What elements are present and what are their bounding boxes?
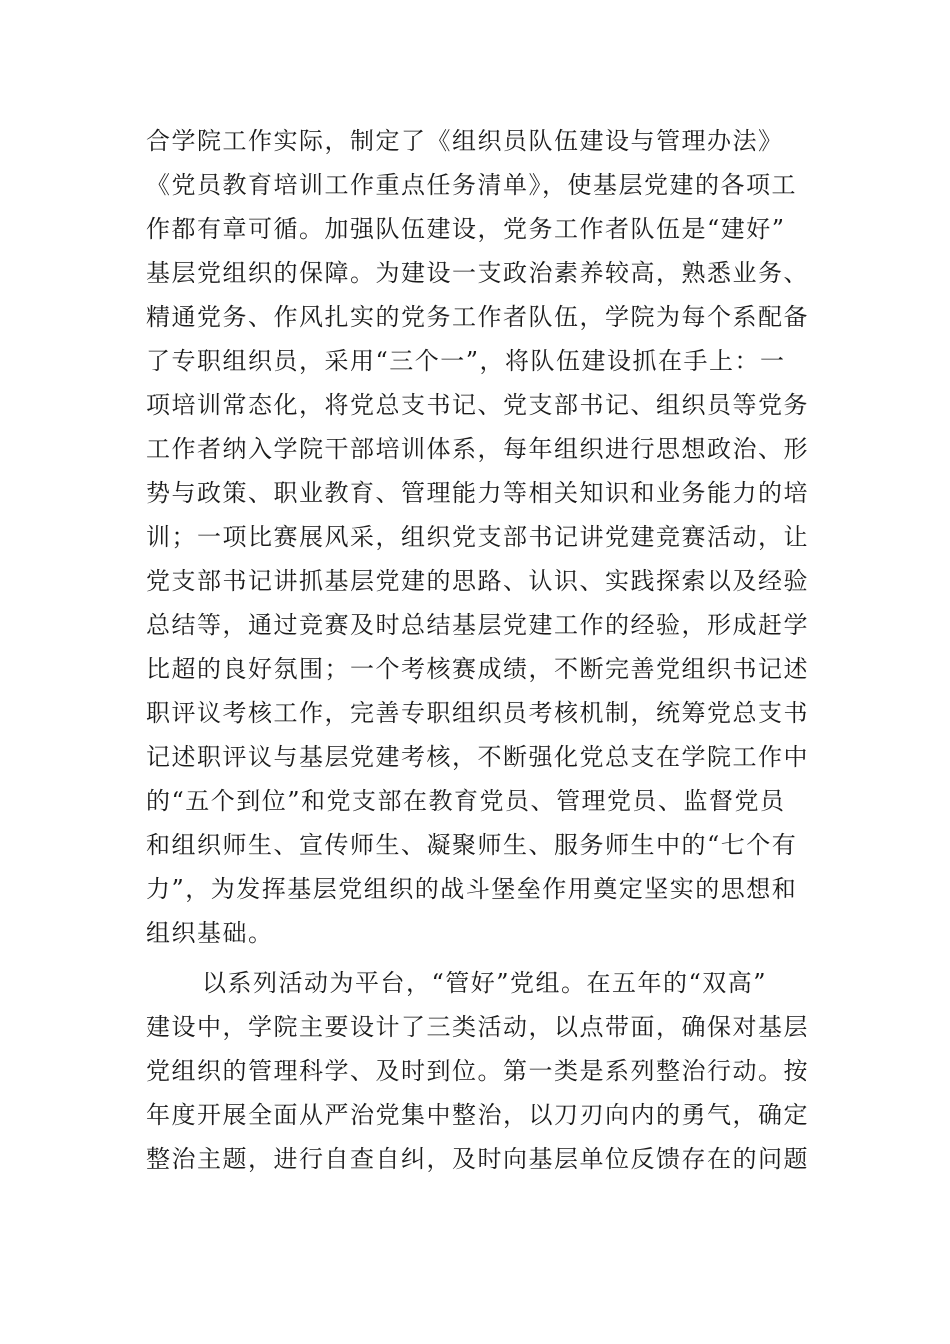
text-line: 工作者纳入学院干部培训体系，每年组织进行思想政治、形 bbox=[146, 435, 809, 463]
text-line: 精通党务、作风扎实的党务工作者队伍，学院为每个系配备 bbox=[146, 303, 809, 331]
text-line: 以系列活动为平台，“管好”党组。在五年的“双高” bbox=[202, 969, 768, 997]
text-line: 《党员教育培训工作重点任务清单》，使基层党建的各项工 bbox=[146, 171, 797, 199]
text-line: 党支部书记讲抓基层党建的思路、认识、实践探索以及经验 bbox=[146, 567, 809, 595]
text-line: 组织基础。 bbox=[146, 919, 274, 947]
text-line: 项培训常态化，将党总支书记、党支部书记、组织员等党务 bbox=[146, 391, 809, 419]
text-line: 和组织师生、宣传师生、凝聚师生、服务师生中的“七个有 bbox=[146, 831, 798, 859]
text-line: 职评议考核工作，完善专职组织员考核机制，统筹党总支书 bbox=[146, 699, 809, 727]
text-line: 的“五个到位”和党支部在教育党员、管理党员、监督党员 bbox=[146, 787, 786, 815]
text-line: 总结等，通过竞赛及时总结基层党建工作的经验，形成赶学 bbox=[146, 611, 809, 639]
text-line: 比超的良好氛围；一个考核赛成绩，不断完善党组织书记述 bbox=[146, 655, 809, 683]
text-line: 合学院工作实际，制定了《组织员队伍建设与管理办法》 bbox=[146, 127, 784, 155]
text-line: 训；一项比赛展风采，组织党支部书记讲党建竞赛活动，让 bbox=[146, 523, 809, 551]
text-line: 势与政策、职业教育、管理能力等相关知识和业务能力的培 bbox=[146, 479, 809, 507]
text-line: 作都有章可循。加强队伍建设，党务工作者队伍是“建好” bbox=[146, 215, 786, 243]
text-line: 记述职评议与基层党建考核，不断强化党总支在学院工作中 bbox=[146, 743, 809, 771]
text-line: 党组织的管理科学、及时到位。第一类是系列整治行动。按 bbox=[146, 1057, 809, 1085]
text-line: 力”，为发挥基层党组织的战斗堡垒作用奠定坚实的思想和 bbox=[146, 875, 798, 903]
text-line: 建设中，学院主要设计了三类活动，以点带面，确保对基层 bbox=[146, 1013, 809, 1041]
text-line: 了专职组织员，采用“三个一”，将队伍建设抓在手上：一 bbox=[146, 347, 786, 375]
text-line: 年度开展全面从严治党集中整治，以刀刃向内的勇气，确定 bbox=[146, 1101, 809, 1129]
text-line: 整治主题，进行自查自纠，及时向基层单位反馈存在的问题 bbox=[146, 1145, 809, 1173]
text-line: 基层党组织的保障。为建设一支政治素养较高，熟悉业务、 bbox=[146, 259, 809, 287]
